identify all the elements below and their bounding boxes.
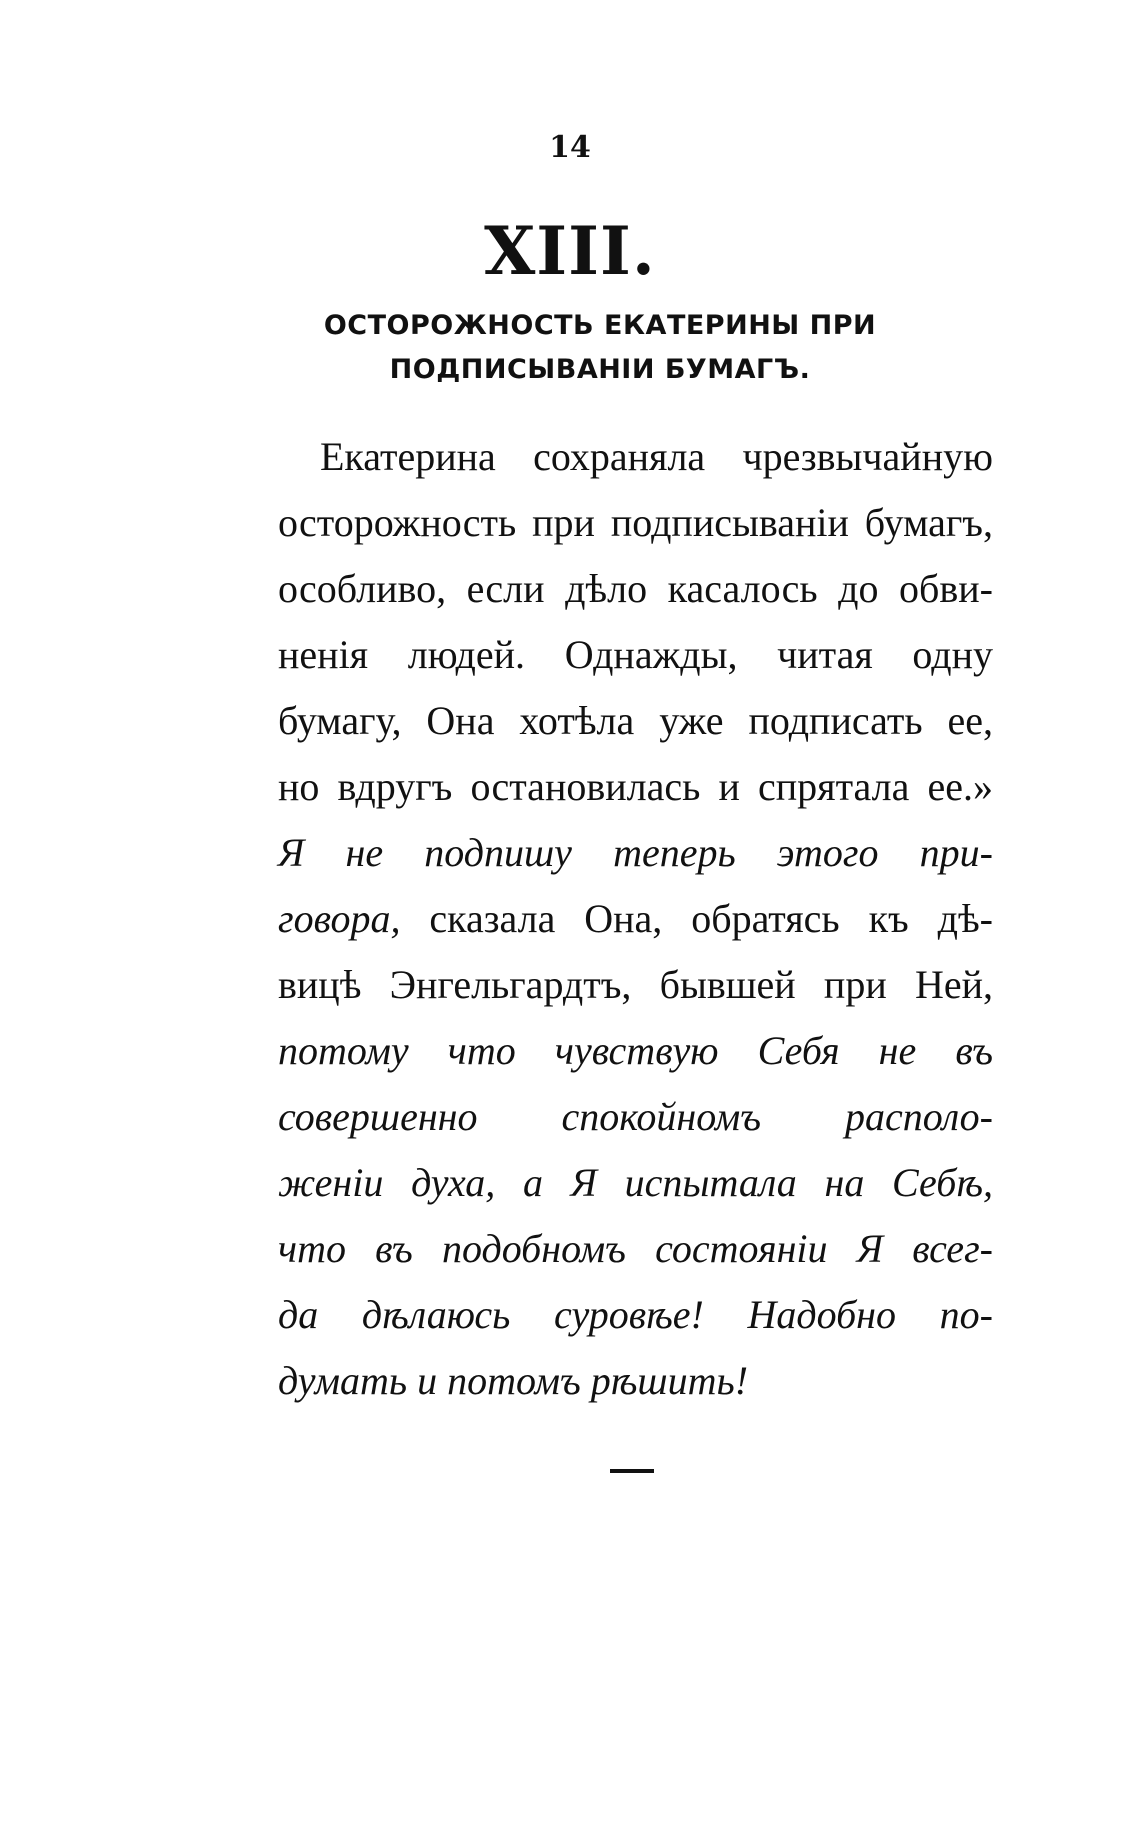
text-line <box>278 754 993 820</box>
end-divider <box>610 1469 654 1473</box>
text-segment: Екатерина сохраняла чрезвычайную <box>320 434 993 479</box>
italic-text-segment: женіи духа, а Я испытала на Себѣ, <box>278 1160 993 1205</box>
text-line <box>278 622 993 688</box>
text-line <box>278 1084 993 1150</box>
text-segment: но вдругъ остановилась и спрятала ее.» <box>278 764 993 809</box>
text-segment: осторожность при подписываніи бумагъ, <box>278 500 993 545</box>
text-line <box>278 556 993 622</box>
text-segment: особливо, если дѣло касалось до обви- <box>278 566 993 611</box>
text-line <box>278 490 993 556</box>
text-line <box>278 424 993 490</box>
text-segment: бумагу, Она хотѣла уже подписать ее, <box>278 698 993 743</box>
text-line <box>278 820 993 886</box>
italic-text-segment: да дѣлаюсь суровѣе! Надобно по- <box>278 1292 993 1337</box>
italic-text-segment: совершенно спокойномъ располо- <box>278 1094 993 1139</box>
text-line <box>278 952 993 1018</box>
italic-text-segment: говора, <box>278 896 401 941</box>
text-segment: сказала Она, обратясь къ дѣ- <box>400 896 993 941</box>
italic-text-segment: потому что чувствую Себя не въ <box>278 1028 993 1073</box>
text-line <box>278 1348 993 1414</box>
chapter-number: XIII. <box>484 212 656 290</box>
text-line <box>278 886 993 952</box>
text-line <box>278 688 993 754</box>
page-number: 14 <box>549 130 591 165</box>
text-segment: вицѣ Энгельгардтъ, бывшей при Ней, <box>278 962 993 1007</box>
text-segment: ненія людей. Однажды, читая одну <box>278 632 993 677</box>
chapter-title: ОСТОРОЖНОСТЬ ЕКАТЕРИНЫ ПРИ ПОДПИСЫВАНІИ БУМАГЪ. <box>323 310 877 385</box>
text-line <box>278 1216 993 1282</box>
italic-text-segment: думать и потомъ рѣшить! <box>278 1358 749 1403</box>
italic-text-segment: что въ подобномъ состояніи Я всег- <box>278 1226 993 1271</box>
text-line <box>278 1150 993 1216</box>
body-text <box>278 424 993 1414</box>
text-line <box>278 1018 993 1084</box>
italic-text-segment: Я не подпишу теперь этого при- <box>278 830 993 875</box>
text-line <box>278 1282 993 1348</box>
